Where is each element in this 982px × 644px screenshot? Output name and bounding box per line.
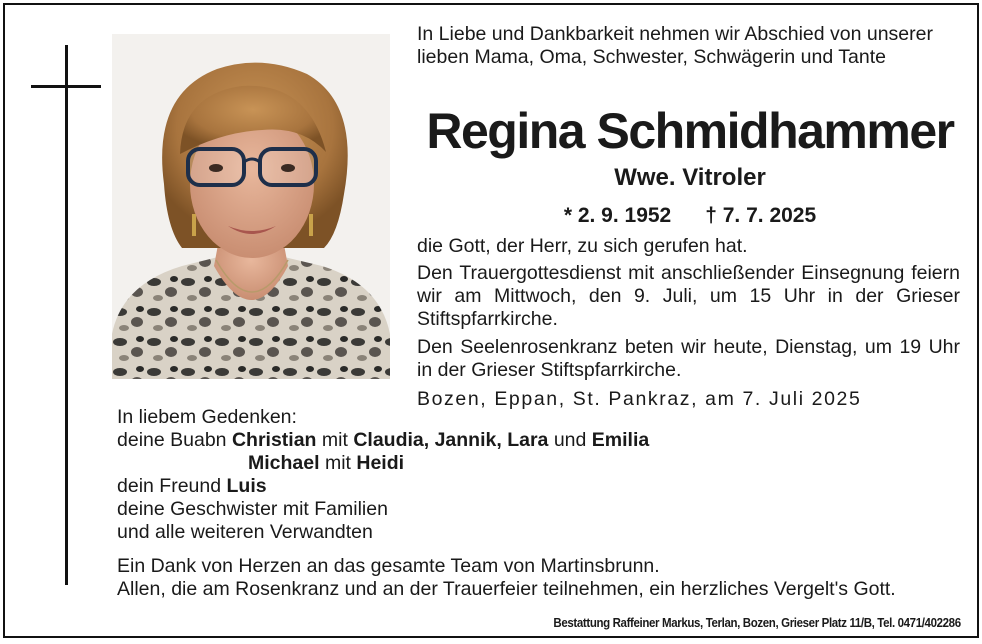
mourners-heading: In liebem Gedenken: (117, 406, 297, 428)
widow-surname: Wwe. Vitroler (614, 164, 766, 191)
life-dates (415, 202, 965, 230)
mourners-line-relatives: und alle weiteren Verwandten (117, 521, 373, 543)
portrait-photo (112, 34, 390, 379)
thanks-martinsbrunn: Ein Dank von Herzen an das gesamte Team von Martinsbrunn. (117, 555, 660, 577)
mourners-line-michael: Michael mit Heidi (248, 452, 405, 474)
death-date: † 7. 7. 2025 (705, 204, 817, 227)
undertaker-info: Bestattung Raffeiner Markus, Terlan, Bozen, Grieser Platz 11/B, Tel. 0471/402286 (553, 616, 961, 630)
mourners-list (117, 406, 817, 544)
mourners-line-friend: dein Freund Luis (117, 475, 267, 497)
cross-icon-horizontal (31, 85, 101, 88)
mourners-line-sons: deine Buabn Christian mit Claudia, Jannik, Lara und Emilia (117, 429, 650, 451)
cross-icon-vertical (65, 45, 68, 585)
obituary-notice (3, 3, 979, 638)
called-home-text: die Gott, der Herr, zu sich gerufen hat. (417, 235, 748, 257)
thanks-attendees: Allen, die am Rosenkranz und an der Trauerfeier teilnehmen, ein herzliches Vergelt's Gott. (117, 578, 896, 600)
birth-date: * 2. 9. 1952 (563, 204, 672, 227)
portrait-illustration (112, 34, 390, 379)
funeral-service-text: Den Trauergottesdienst mit anschließender Einsegnung feiern wir am Mittwoch, den 9. Juli, um 15 Uhr in der Grieser Stiftspfarrkirche. (417, 262, 960, 330)
mourners-line-siblings: deine Geschwister mit Familien (117, 498, 388, 520)
place-and-date: Bozen, Eppan, St. Pankraz, am 7. Juli 2025 (417, 388, 862, 410)
rosary-text: Den Seelenrosenkranz beten wir heute, Dienstag, um 19 Uhr in der Grieser Stiftspfarrkirche. (417, 336, 960, 381)
intro-text: In Liebe und Dankbarkeit nehmen wir Abschied von unserer lieben Mama, Oma, Schwester, Schwägerin und Tante (417, 23, 933, 68)
deceased-name: Regina Schmidhammer (426, 103, 954, 159)
thanks-section (117, 555, 967, 601)
